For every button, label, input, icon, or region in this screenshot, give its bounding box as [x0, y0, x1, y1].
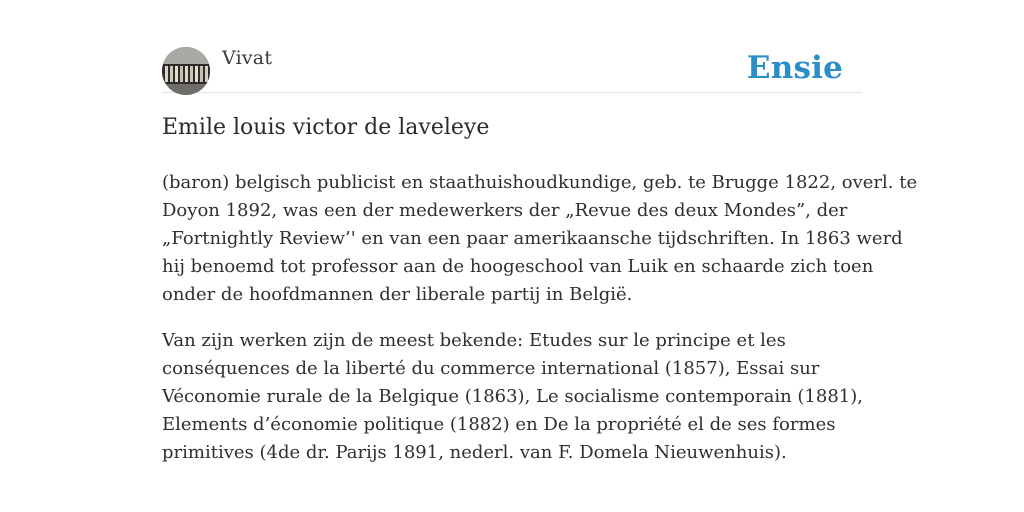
- paragraph-line: Van zijn werken zijn de meest bekende: Etudes sur le principe et les: [162, 330, 786, 351]
- paragraph-line: onder de hoofdmannen der liberale partij in België.: [162, 284, 633, 305]
- entry-title: Emile louis victor de laveleye: [162, 115, 490, 140]
- paragraph-line: „Fortnightly Review’' en van een paar amerikaansche tijdschriften. In 1863 werd: [162, 228, 903, 249]
- brand-logo[interactable]: Ensie: [746, 50, 843, 86]
- paragraph-line: conséquences de la liberté du commerce international (1857), Essai sur: [162, 358, 820, 379]
- entry-paragraph: [162, 327, 862, 467]
- header: [162, 46, 862, 93]
- paragraph-line: Doyon 1892, was een der medewerkers der „Revue des deux Mondes”, der: [162, 200, 848, 221]
- author-name[interactable]: Vivat: [222, 47, 273, 69]
- paragraph-line: Elements d’économie politique (1882) en De la propriété el de ses formes: [162, 414, 836, 435]
- paragraph-line: Véconomie rurale de la Belgique (1863), Le socialisme contemporain (1881),: [162, 386, 863, 407]
- paragraph-line: primitives (4de dr. Parijs 1891, nederl. van F. Domela Nieuwenhuis).: [162, 442, 787, 463]
- entry-paragraph: [162, 169, 918, 309]
- avatar[interactable]: [162, 47, 210, 95]
- bookshelf-avatar-icon: [162, 47, 210, 95]
- paragraph-line: hij benoemd tot professor aan de hoogeschool van Luik en schaarde zich toen: [162, 256, 874, 277]
- paragraph-line: (baron) belgisch publicist en staathuishoudkundige, geb. te Brugge 1822, overl. te: [162, 172, 918, 193]
